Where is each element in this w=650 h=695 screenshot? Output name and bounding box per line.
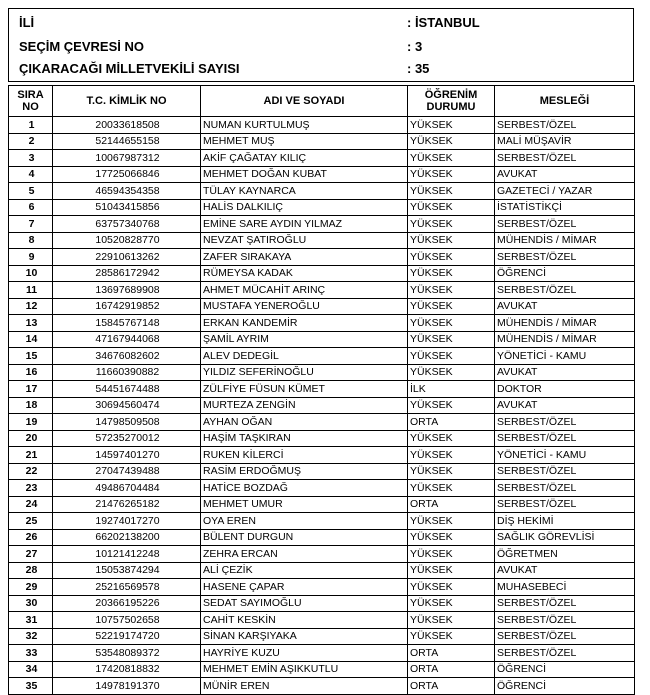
table-row [9, 595, 635, 612]
cell-name: TÜLAY KAYNARCA [201, 183, 408, 200]
province-label: İLİ [19, 15, 35, 30]
cell-no: 17 [9, 381, 53, 398]
table-row [9, 628, 635, 645]
cell-profession: ÖĞRETMEN [495, 546, 635, 563]
cell-profession: YÖNETİCİ - KAMU [495, 447, 635, 464]
cell-tc: 25216569578 [53, 579, 201, 596]
table-row [9, 678, 635, 695]
cell-tc: 14798509508 [53, 414, 201, 431]
cell-no: 12 [9, 298, 53, 315]
col-header-education: ÖĞRENİM DURUMU [408, 86, 495, 117]
cell-tc: 66202138200 [53, 529, 201, 546]
cell-no: 15 [9, 348, 53, 365]
cell-tc: 46594354358 [53, 183, 201, 200]
cell-no: 13 [9, 315, 53, 332]
cell-tc: 34676082602 [53, 348, 201, 365]
cell-name: RÜMEYSA KADAK [201, 265, 408, 282]
table-row [9, 463, 635, 480]
cell-no: 27 [9, 546, 53, 563]
cell-no: 26 [9, 529, 53, 546]
table-row [9, 282, 635, 299]
candidate-table [8, 85, 635, 695]
cell-profession: GAZETECİ / YAZAR [495, 183, 635, 200]
cell-tc: 27047439488 [53, 463, 201, 480]
cell-name: HAŞİM TAŞKIRAN [201, 430, 408, 447]
cell-education: YÜKSEK [408, 447, 495, 464]
cell-tc: 22910613262 [53, 249, 201, 266]
cell-profession: SERBEST/ÖZEL [495, 595, 635, 612]
cell-no: 5 [9, 183, 53, 200]
table-row [9, 612, 635, 629]
cell-profession: SERBEST/ÖZEL [495, 414, 635, 431]
cell-profession: ÖĞRENCİ [495, 265, 635, 282]
cell-name: EMİNE SARE AYDIN YILMAZ [201, 216, 408, 233]
cell-name: HAYRİYE KUZU [201, 645, 408, 662]
district-value: : 3 [407, 39, 423, 54]
cell-tc: 51043415856 [53, 199, 201, 216]
cell-name: CAHİT KESKİN [201, 612, 408, 629]
cell-tc: 52219174720 [53, 628, 201, 645]
cell-no: 28 [9, 562, 53, 579]
cell-education: YÜKSEK [408, 249, 495, 266]
cell-profession: AVUKAT [495, 562, 635, 579]
cell-education: YÜKSEK [408, 183, 495, 200]
cell-no: 14 [9, 331, 53, 348]
cell-education: YÜKSEK [408, 282, 495, 299]
table-row [9, 381, 635, 398]
cell-profession: SERBEST/ÖZEL [495, 216, 635, 233]
cell-education: YÜKSEK [408, 595, 495, 612]
cell-name: NEVZAT ŞATIROĞLU [201, 232, 408, 249]
table-row [9, 150, 635, 167]
table-row [9, 199, 635, 216]
table-row [9, 183, 635, 200]
table-row [9, 331, 635, 348]
cell-education: YÜKSEK [408, 298, 495, 315]
table-row [9, 364, 635, 381]
cell-no: 3 [9, 150, 53, 167]
cell-tc: 15845767148 [53, 315, 201, 332]
col-header-no: SIRA NO [9, 86, 53, 117]
cell-profession: DOKTOR [495, 381, 635, 398]
cell-tc: 14978191370 [53, 678, 201, 695]
table-row [9, 298, 635, 315]
cell-profession: MÜHENDİS / MİMAR [495, 232, 635, 249]
cell-tc: 10121412248 [53, 546, 201, 563]
cell-profession: YÖNETİCİ - KAMU [495, 348, 635, 365]
cell-name: ZEHRA ERCAN [201, 546, 408, 563]
cell-name: MEHMET MUŞ [201, 133, 408, 150]
cell-tc: 16742919852 [53, 298, 201, 315]
cell-tc: 49486704484 [53, 480, 201, 497]
count-value: : 35 [407, 61, 430, 76]
cell-education: YÜKSEK [408, 117, 495, 134]
cell-tc: 20366195226 [53, 595, 201, 612]
cell-education: ORTA [408, 414, 495, 431]
cell-name: HALİS DALKILIÇ [201, 199, 408, 216]
cell-profession: MÜHENDİS / MİMAR [495, 331, 635, 348]
cell-name: AHMET MÜCAHİT ARINÇ [201, 282, 408, 299]
cell-name: MEHMET UMUR [201, 496, 408, 513]
table-row [9, 249, 635, 266]
cell-name: YILDIZ SEFERİNOĞLU [201, 364, 408, 381]
cell-no: 25 [9, 513, 53, 530]
cell-no: 21 [9, 447, 53, 464]
cell-no: 30 [9, 595, 53, 612]
cell-tc: 52144655158 [53, 133, 201, 150]
table-row [9, 133, 635, 150]
cell-profession: SERBEST/ÖZEL [495, 117, 635, 134]
cell-name: SEDAT SAYIMOĞLU [201, 595, 408, 612]
cell-tc: 47167944068 [53, 331, 201, 348]
cell-profession: ÖĞRENCİ [495, 678, 635, 695]
cell-education: YÜKSEK [408, 612, 495, 629]
province-value: : İSTANBUL [407, 15, 480, 30]
cell-no: 34 [9, 661, 53, 678]
cell-no: 16 [9, 364, 53, 381]
cell-tc: 15053874294 [53, 562, 201, 579]
cell-no: 8 [9, 232, 53, 249]
cell-profession: AVUKAT [495, 298, 635, 315]
cell-no: 1 [9, 117, 53, 134]
cell-education: YÜKSEK [408, 529, 495, 546]
cell-name: ALİ ÇEZİK [201, 562, 408, 579]
cell-name: ERKAN KANDEMİR [201, 315, 408, 332]
table-row [9, 529, 635, 546]
cell-name: NUMAN KURTULMUŞ [201, 117, 408, 134]
cell-no: 20 [9, 430, 53, 447]
cell-tc: 17725066846 [53, 166, 201, 183]
cell-tc: 57235270012 [53, 430, 201, 447]
district-info-box [8, 8, 634, 82]
cell-tc: 11660390882 [53, 364, 201, 381]
cell-no: 29 [9, 579, 53, 596]
cell-name: ŞAMİL AYRIM [201, 331, 408, 348]
count-label: ÇIKARACAĞI MİLLETVEKİLİ SAYISI [19, 61, 240, 76]
col-header-name: ADI VE SOYADI [201, 86, 408, 117]
table-row [9, 117, 635, 134]
table-row [9, 480, 635, 497]
cell-education: YÜKSEK [408, 430, 495, 447]
cell-name: MEHMET DOĞAN KUBAT [201, 166, 408, 183]
cell-name: BÜLENT DURGUN [201, 529, 408, 546]
cell-tc: 10757502658 [53, 612, 201, 629]
cell-name: MURTEZA ZENGİN [201, 397, 408, 414]
cell-tc: 63757340768 [53, 216, 201, 233]
table-row [9, 430, 635, 447]
table-row [9, 645, 635, 662]
table-row [9, 232, 635, 249]
cell-no: 32 [9, 628, 53, 645]
table-row [9, 496, 635, 513]
cell-tc: 53548089372 [53, 645, 201, 662]
cell-education: YÜKSEK [408, 562, 495, 579]
cell-no: 10 [9, 265, 53, 282]
cell-no: 6 [9, 199, 53, 216]
cell-no: 7 [9, 216, 53, 233]
table-row [9, 414, 635, 431]
cell-no: 24 [9, 496, 53, 513]
col-header-profession: MESLEĞİ [495, 86, 635, 117]
cell-no: 11 [9, 282, 53, 299]
cell-no: 23 [9, 480, 53, 497]
cell-education: İLK [408, 381, 495, 398]
cell-no: 31 [9, 612, 53, 629]
cell-education: YÜKSEK [408, 463, 495, 480]
cell-name: MÜNİR EREN [201, 678, 408, 695]
cell-tc: 30694560474 [53, 397, 201, 414]
cell-tc: 21476265182 [53, 496, 201, 513]
cell-no: 19 [9, 414, 53, 431]
cell-name: OYA EREN [201, 513, 408, 530]
table-row [9, 265, 635, 282]
cell-tc: 10520828770 [53, 232, 201, 249]
cell-name: AKİF ÇAĞATAY KILIÇ [201, 150, 408, 167]
cell-tc: 19274017270 [53, 513, 201, 530]
cell-education: YÜKSEK [408, 150, 495, 167]
cell-profession: AVUKAT [495, 364, 635, 381]
cell-name: RASİM ERDOĞMUŞ [201, 463, 408, 480]
cell-education: YÜKSEK [408, 579, 495, 596]
cell-no: 18 [9, 397, 53, 414]
cell-profession: MUHASEBECİ [495, 579, 635, 596]
cell-profession: MÜHENDİS / MİMAR [495, 315, 635, 332]
cell-education: YÜKSEK [408, 166, 495, 183]
cell-name: ZAFER SIRAKAYA [201, 249, 408, 266]
cell-name: MUSTAFA YENEROĞLU [201, 298, 408, 315]
table-row [9, 546, 635, 563]
cell-profession: MALİ MÜŞAVİR [495, 133, 635, 150]
district-label: SEÇİM ÇEVRESİ NO [19, 39, 144, 54]
cell-education: YÜKSEK [408, 315, 495, 332]
table-row [9, 447, 635, 464]
table-header-row [9, 86, 635, 117]
table-row [9, 661, 635, 678]
cell-profession: ÖĞRENCİ [495, 661, 635, 678]
table-row [9, 513, 635, 530]
table-row [9, 579, 635, 596]
cell-tc: 14597401270 [53, 447, 201, 464]
cell-education: YÜKSEK [408, 628, 495, 645]
cell-tc: 17420818832 [53, 661, 201, 678]
cell-name: SİNAN KARŞIYAKA [201, 628, 408, 645]
cell-profession: AVUKAT [495, 397, 635, 414]
cell-no: 33 [9, 645, 53, 662]
cell-education: YÜKSEK [408, 265, 495, 282]
table-row [9, 397, 635, 414]
table-row [9, 315, 635, 332]
cell-name: MEHMET EMİN AŞIKKUTLU [201, 661, 408, 678]
cell-profession: İSTATİSTİKÇİ [495, 199, 635, 216]
cell-tc: 28586172942 [53, 265, 201, 282]
cell-education: YÜKSEK [408, 546, 495, 563]
cell-no: 22 [9, 463, 53, 480]
cell-education: YÜKSEK [408, 480, 495, 497]
cell-tc: 13697689908 [53, 282, 201, 299]
table-row [9, 216, 635, 233]
cell-education: YÜKSEK [408, 348, 495, 365]
cell-profession: SERBEST/ÖZEL [495, 612, 635, 629]
cell-education: YÜKSEK [408, 232, 495, 249]
table-row [9, 348, 635, 365]
cell-no: 4 [9, 166, 53, 183]
cell-education: YÜKSEK [408, 513, 495, 530]
cell-profession: SERBEST/ÖZEL [495, 463, 635, 480]
cell-tc: 54451674488 [53, 381, 201, 398]
col-header-tc: T.C. KİMLİK NO [53, 86, 201, 117]
cell-education: ORTA [408, 496, 495, 513]
cell-no: 35 [9, 678, 53, 695]
cell-education: YÜKSEK [408, 133, 495, 150]
cell-name: AYHAN OĞAN [201, 414, 408, 431]
table-row [9, 562, 635, 579]
cell-profession: SERBEST/ÖZEL [495, 496, 635, 513]
cell-profession: SAĞLIK GÖREVLİSİ [495, 529, 635, 546]
cell-profession: SERBEST/ÖZEL [495, 430, 635, 447]
cell-name: RUKEN KİLERCİ [201, 447, 408, 464]
cell-tc: 10067987312 [53, 150, 201, 167]
cell-education: YÜKSEK [408, 199, 495, 216]
cell-profession: AVUKAT [495, 166, 635, 183]
cell-profession: SERBEST/ÖZEL [495, 150, 635, 167]
cell-no: 2 [9, 133, 53, 150]
cell-education: YÜKSEK [408, 331, 495, 348]
cell-name: HASENE ÇAPAR [201, 579, 408, 596]
cell-education: YÜKSEK [408, 397, 495, 414]
cell-name: HATİCE BOZDAĞ [201, 480, 408, 497]
cell-profession: SERBEST/ÖZEL [495, 645, 635, 662]
cell-no: 9 [9, 249, 53, 266]
cell-education: YÜKSEK [408, 364, 495, 381]
cell-education: ORTA [408, 661, 495, 678]
cell-education: ORTA [408, 645, 495, 662]
cell-name: ZÜLFİYE FÜSUN KÜMET [201, 381, 408, 398]
table-row [9, 166, 635, 183]
cell-profession: SERBEST/ÖZEL [495, 480, 635, 497]
cell-tc: 20033618508 [53, 117, 201, 134]
cell-education: ORTA [408, 678, 495, 695]
cell-profession: SERBEST/ÖZEL [495, 628, 635, 645]
cell-education: YÜKSEK [408, 216, 495, 233]
cell-profession: SERBEST/ÖZEL [495, 282, 635, 299]
cell-profession: SERBEST/ÖZEL [495, 249, 635, 266]
cell-profession: DİŞ HEKİMİ [495, 513, 635, 530]
cell-name: ALEV DEDEGİL [201, 348, 408, 365]
